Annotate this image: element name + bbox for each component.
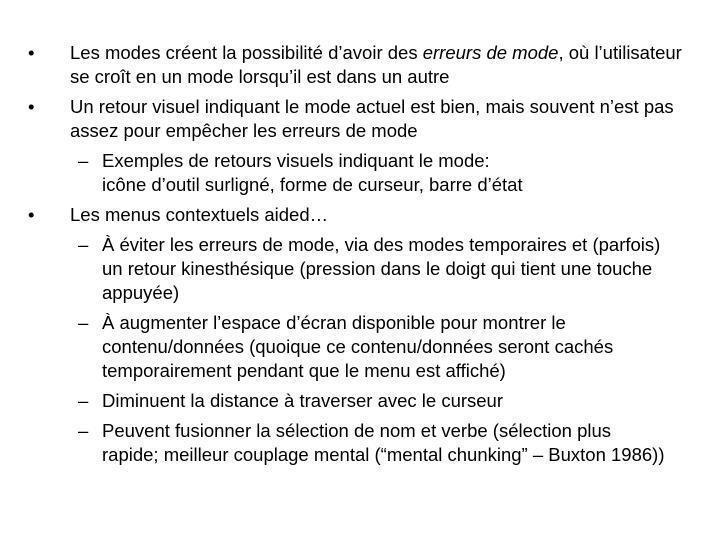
sub-bullet-screen-space xyxy=(78,311,672,383)
bullet-marker: • xyxy=(28,42,35,63)
sub-bullet-marker: – xyxy=(78,390,89,411)
sub-bullet-marker: – xyxy=(78,420,89,441)
bullet-text-part: Les modes créent la possibilité d’avoir des xyxy=(70,42,423,63)
sub-bullet-marker: – xyxy=(78,312,89,333)
sub-bullet-avoid-errors xyxy=(78,233,672,305)
sub-bullet-text: Diminuent la distance à traverser avec le curseur xyxy=(102,390,504,411)
bullet-text-part: , où l’utilisateur se croît en un mode lorsqu’il est dans un autre xyxy=(70,42,682,87)
bullet-item-visual-feedback xyxy=(28,95,690,143)
sub-bullet-marker: – xyxy=(78,150,89,171)
emphasis-text: erreurs de mode xyxy=(422,42,559,63)
sub-bullet-examples xyxy=(78,149,672,197)
bullet-text: Les menus contextuels aided… xyxy=(70,204,329,225)
sub-bullet-text-line: Exemples de retours visuels indiquant le mode: xyxy=(102,150,490,171)
sub-bullet-text: À éviter les erreurs de mode, via des modes temporaires et (parfois) un retour kinesthésique (pression dans le doigt qui tient une touche appuyée) xyxy=(102,234,661,303)
sub-bullet-text-line: icône d’outil surligné, forme de curseur, barre d’état xyxy=(102,174,523,195)
bullet-marker: • xyxy=(28,96,35,117)
sub-bullet-distance xyxy=(78,389,672,413)
bullet-item-context-menus xyxy=(28,203,690,227)
sub-bullet-text: À augmenter l’espace d’écran disponible pour montrer le contenu/données (quoique ce contenu/données seront cachés temporairement pendant que le menu est affiché) xyxy=(102,312,614,381)
sub-bullet-text: Peuvent fusionner la sélection de nom et verbe (sélection plus rapide; meilleur couplage mental (“mental chunking” – Buxton 1986)) xyxy=(102,420,665,465)
bullet-item-modes-errors xyxy=(28,41,690,89)
bullet-marker: • xyxy=(28,204,35,225)
bullet-text: Un retour visuel indiquant le mode actuel est bien, mais souvent n’est pas assez pour empêcher les erreurs de mode xyxy=(70,96,674,141)
bullet-text xyxy=(70,41,690,89)
sub-bullet-marker: – xyxy=(78,234,89,255)
bullet-list xyxy=(0,41,720,467)
sub-bullet-noun-verb xyxy=(78,419,672,467)
